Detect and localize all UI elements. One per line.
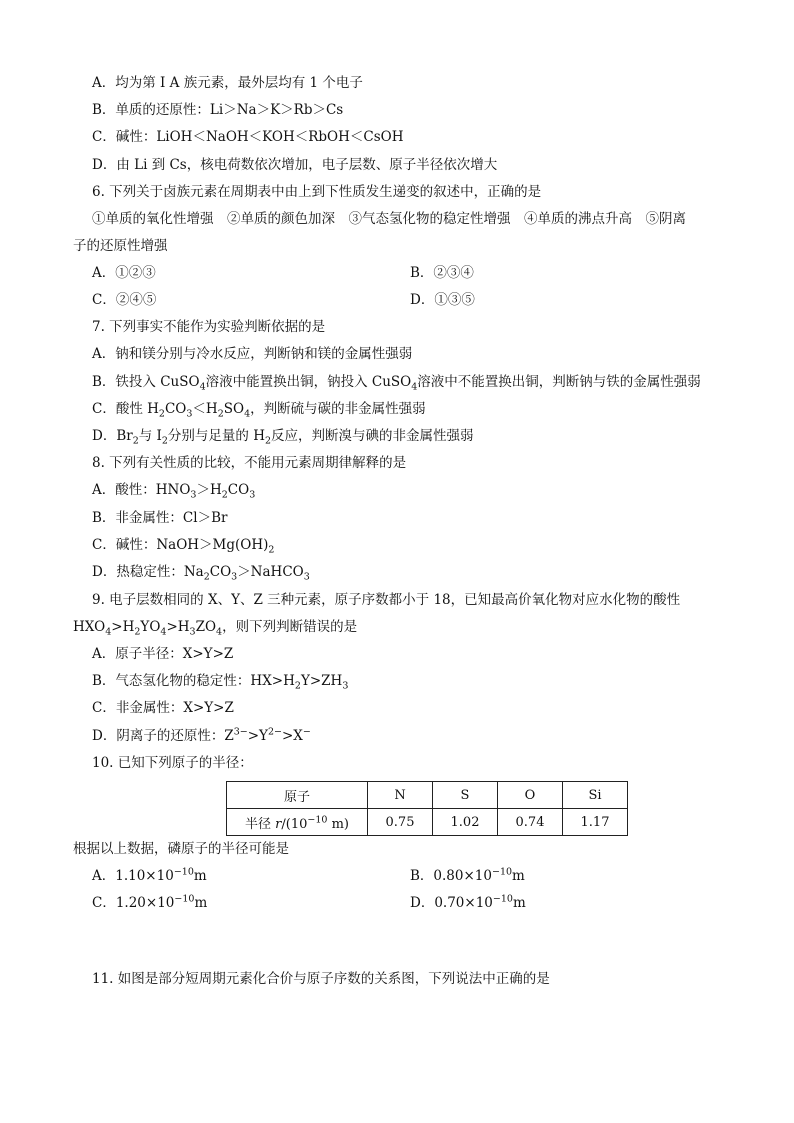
q8-option-d: D．热稳定性：$Na_2CO_3>NaHCO_3$ — [92, 564, 310, 583]
q8-option-c: C．碱性：$NaOH>Mg(OH)_2$ — [92, 537, 275, 556]
q5-option-b: B．单质的还原性：Li＞Na＞K＞Rb＞Cs — [92, 102, 344, 118]
q10-option-c: C．$1.20\times 10^{-10}m$ — [92, 893, 208, 911]
q6-option-b: B．②③④ — [410, 265, 474, 281]
q6-stem: 6. 下列关于卤族元素在周期表中由上到下性质发生递变的叙述中，正确的是 — [92, 184, 542, 200]
q10-after-table: 根据以上数据，磷原子的半径可能是 — [73, 841, 289, 857]
q10-option-a: A．$1.10\times 10^{-10}m$ — [92, 866, 207, 884]
q10-stem: 10. 已知下列原子的半径： — [92, 755, 253, 771]
q9-option-b: B．气态氢化物的稳定性：$HX>H_2Y>ZH_3$ — [92, 673, 349, 692]
atomic-radius-table — [226, 781, 628, 836]
q10-option-b: B．$0.80\times 10^{-10}m$ — [410, 866, 525, 884]
q5-option-d: D．由 Li 到 Cs，核电荷数依次增加，电子层数、原子半径依次增大 — [92, 157, 498, 173]
q7-stem: 7. 下列事实不能作为实验判断依据的是 — [92, 319, 326, 335]
table-header-si: Si — [563, 782, 628, 809]
q7-option-c: C．酸性 $H_2CO_3<H_2SO_4$，判断硫与碳的非金属性强弱 — [92, 401, 426, 420]
q7-option-a: A．钠和镁分别与冷水反应，判断钠和镁的金属性强弱 — [92, 346, 413, 362]
table-header-s: S — [433, 782, 498, 809]
table-row — [227, 782, 628, 809]
table-cell-o: 0.74 — [498, 809, 563, 836]
q5-option-c: C．碱性：LiOH＜NaOH＜KOH＜RbOH＜CsOH — [92, 129, 404, 145]
q9-option-a: A．原子半径：X>Y>Z — [92, 646, 234, 662]
q5-option-a: A．均为第 I A 族元素，最外层均有 1 个电子 — [92, 75, 363, 91]
q7-option-b: B．铁投入 CuSO$_4$溶液中能置换出铜，钠投入 CuSO$_4$溶液中不能置换出铜，判断钠与铁的金属性强弱 — [92, 374, 701, 393]
q9-stem: 9. 电子层数相同的 X、Y、Z 三种元素，原子序数都小于 18，已知最高价氧化物对应水化物的酸性 — [92, 592, 681, 608]
table-row — [227, 809, 628, 836]
q6-option-c: C．②④⑤ — [92, 292, 157, 308]
q9-option-c: C．非金属性：X>Y>Z — [92, 700, 234, 716]
table-row-label-radius: 半径 $r/(10^{-10}$ m) — [227, 809, 368, 836]
q11-stem: 11. 如图是部分短周期元素化合价与原子序数的关系图，下列说法中正确的是 — [92, 971, 550, 987]
table-cell-si: 1.17 — [563, 809, 628, 836]
table-header-n: N — [368, 782, 433, 809]
q9-option-d: D．阴离子的还原性：$Z^{3-}>Y^{2-}>X^-$ — [92, 726, 311, 744]
table-cell-n: 0.75 — [368, 809, 433, 836]
q8-stem: 8. 下列有关性质的比较，不能用元素周期律解释的是 — [92, 455, 407, 471]
q9-stem-line2: $HXO_4>H_2YO_4>H_3ZO_4$，则下列判断错误的是 — [73, 619, 358, 638]
table-header-atom: 原子 — [227, 782, 368, 809]
q6-option-d: D．①③⑤ — [410, 292, 475, 308]
q8-option-b: B．非金属性：Cl＞Br — [92, 510, 228, 526]
q8-option-a: A．酸性：$HNO_3>H_2CO_3$ — [92, 482, 256, 501]
table-header-o: O — [498, 782, 563, 809]
q6-statements-line1: ①单质的氧化性增强 ②单质的颜色加深 ③气态氢化物的稳定性增强 ④单质的沸点升高 ⑤阴离 — [92, 211, 686, 227]
q7-option-d: D．$Br_2$与 $I_2$分别与足量的 $H_2$反应，判断溴与碘的非金属性强弱 — [92, 428, 474, 447]
q6-option-a: A．①②③ — [92, 265, 156, 281]
q10-option-d: D．$0.70\times 10^{-10}m$ — [410, 893, 526, 911]
q6-statements-line2: 子的还原性增强 — [73, 238, 168, 254]
table-cell-s: 1.02 — [433, 809, 498, 836]
